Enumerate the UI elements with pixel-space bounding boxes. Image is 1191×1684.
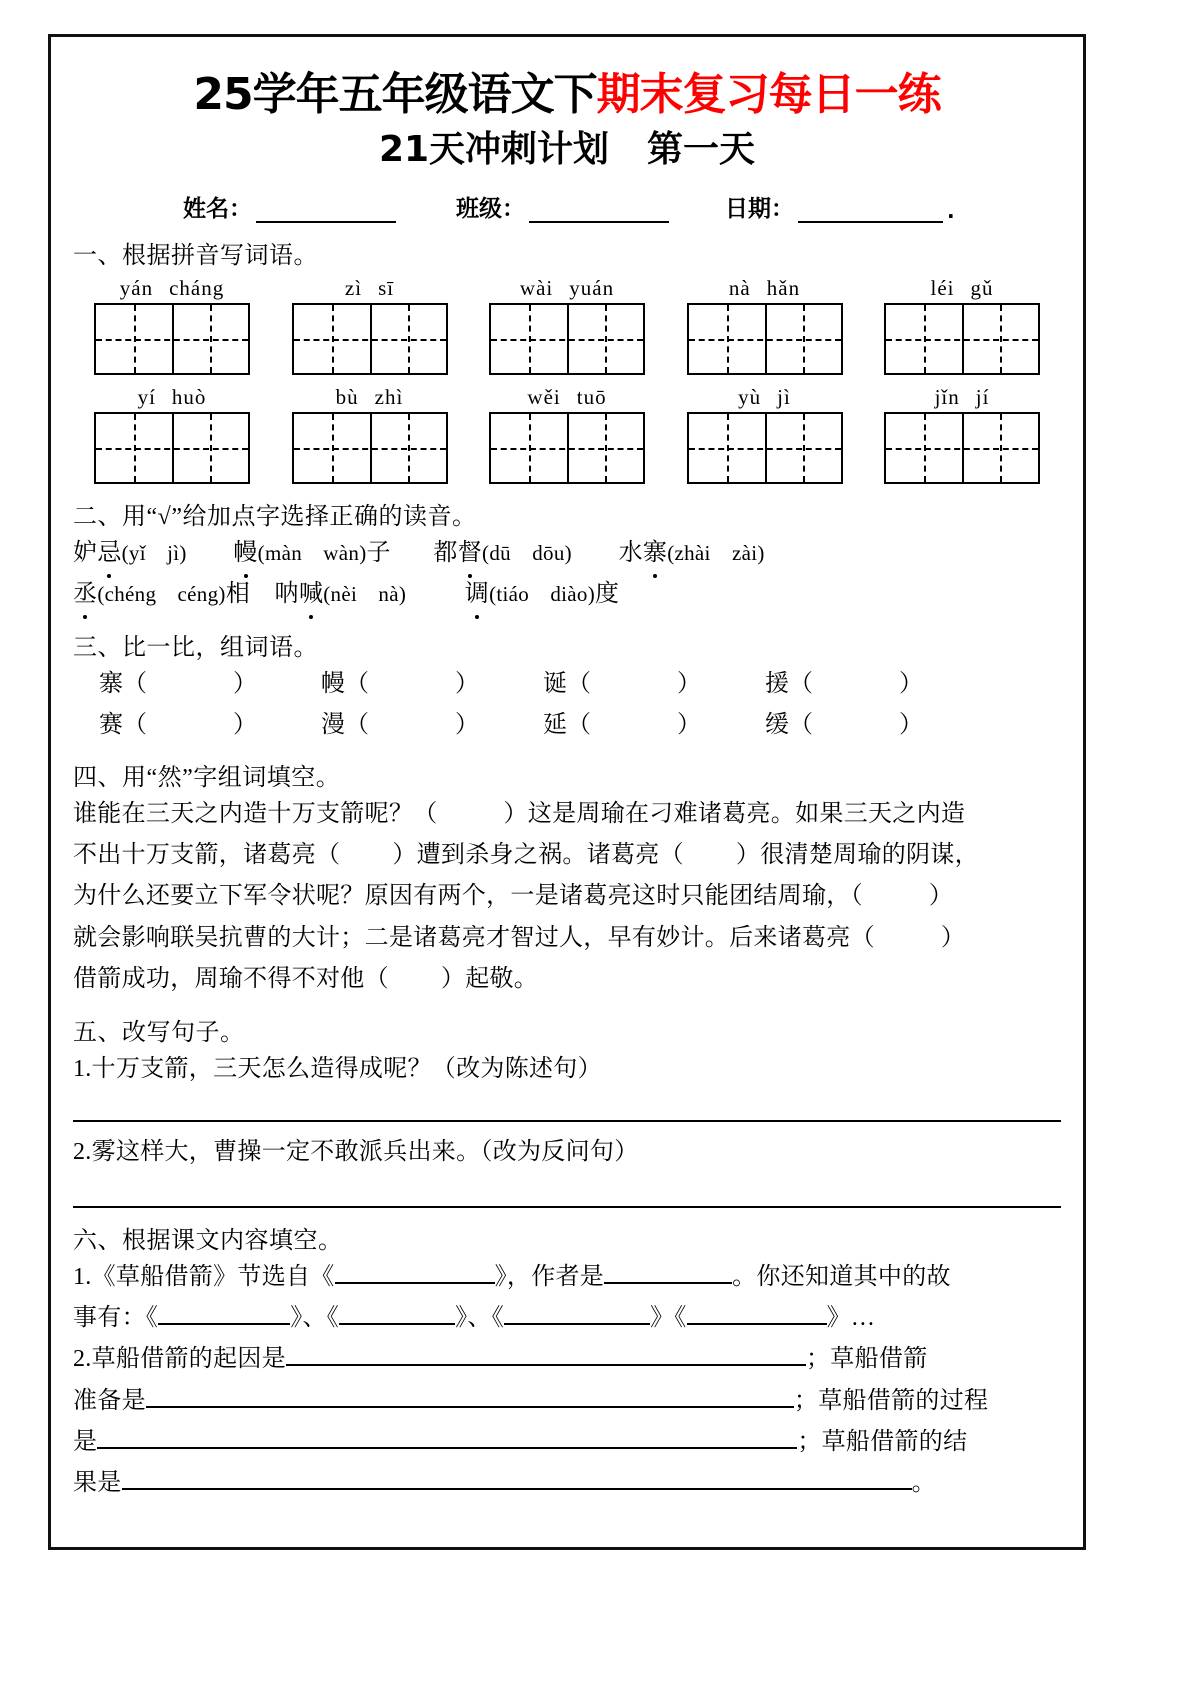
pinyin-cell — [277, 385, 463, 484]
section-6-q1-line-1: 1.《草船借箭》节选自《 》，作者是 。你还知道其中的故 — [73, 1257, 1061, 1298]
word-build-item[interactable]: 缓（ ） — [765, 711, 923, 738]
dotted-char: 幔 — [233, 533, 257, 574]
tianzi-grid[interactable] — [687, 412, 843, 484]
section-2-heading: 二、用“√”给加点字选择正确的读音。 — [73, 503, 477, 530]
pinyin-cell — [474, 385, 660, 484]
name-label: 姓名： — [183, 195, 252, 222]
pinyin-text: yù jì — [738, 384, 791, 409]
section-3-heading: 三、比一比，组词语。 — [73, 635, 318, 662]
pinyin-row-2 — [73, 385, 1061, 484]
date-trailing-dot: . — [947, 198, 955, 223]
pinyin-text: wài yuán — [519, 275, 615, 300]
tianzi-grid[interactable] — [687, 303, 843, 375]
pron-item[interactable]: 水寨(zhài zài) — [619, 540, 765, 566]
pinyin-text: léi gǔ — [930, 275, 994, 300]
dotted-char: 督 — [458, 533, 482, 574]
dotted-char: 丞 — [73, 574, 97, 615]
pinyin-cell — [672, 276, 858, 375]
story-blank[interactable] — [687, 1301, 827, 1325]
pinyin-cell — [79, 385, 265, 484]
pinyin-cell — [277, 276, 463, 375]
worksheet-page — [48, 34, 1086, 1550]
section-2-row-1 — [73, 533, 1061, 574]
title-red-part: 期末复习每日一练 — [596, 69, 941, 120]
pinyin-row-1 — [73, 276, 1061, 375]
subtitle-plan: 21天冲刺计划 — [378, 128, 610, 170]
date-input[interactable] — [798, 201, 943, 223]
tianzi-grid[interactable] — [884, 412, 1040, 484]
page-subtitle — [73, 127, 1061, 174]
section-4-line-5: 借箭成功，周瑜不得不对他（ ）起敬。 — [73, 965, 539, 992]
section-6-q2-line-3: 是 ；草船借箭的结 — [73, 1422, 1061, 1463]
pinyin-text: yí huò — [137, 384, 207, 409]
section-6-heading: 六、根据课文内容填空。 — [73, 1227, 343, 1254]
section-4-heading: 四、用“然”字组词填空。 — [73, 764, 341, 791]
story-blank[interactable] — [504, 1301, 650, 1325]
tianzi-grid[interactable] — [489, 412, 645, 484]
student-info-row — [73, 190, 1061, 223]
word-build-item[interactable]: 寨（ ） — [99, 671, 257, 698]
dotted-char: 调 — [465, 574, 489, 615]
pinyin-cell — [474, 276, 660, 375]
book-title-blank[interactable] — [335, 1260, 495, 1284]
date-field-group — [725, 190, 955, 223]
name-field-group — [183, 190, 400, 223]
pinyin-text: jǐn jí — [934, 384, 990, 409]
word-build-item[interactable]: 赛（ ） — [99, 711, 257, 738]
cause-blank[interactable] — [286, 1342, 806, 1366]
word-build-item[interactable]: 援（ ） — [765, 671, 923, 698]
section-6-q1-line-2: 事有：《 》、《 》、《 》《 》… — [73, 1298, 1061, 1339]
answer-line-2[interactable] — [73, 1206, 1061, 1208]
section-5-heading: 五、改写句子。 — [73, 1020, 245, 1047]
section-5-question-2: 2.雾这样大，曹操一定不敢派兵出来。（改为反问句） — [73, 1139, 639, 1166]
section-4-line-1: 谁能在三天之内造十万支箭呢？（ ）这是周瑜在刁难诸葛亮。如果三天之内造 — [73, 800, 966, 827]
pinyin-text: bù zhì — [335, 384, 404, 409]
pinyin-cell — [672, 385, 858, 484]
author-blank[interactable] — [604, 1260, 732, 1284]
word-build-item[interactable]: 幔（ ） — [321, 671, 479, 698]
pinyin-text: zì sī — [344, 275, 395, 300]
section-6-q2-line-2: 准备是 ；草船借箭的过程 — [73, 1381, 1061, 1422]
word-build-item[interactable]: 漫（ ） — [321, 711, 479, 738]
tianzi-grid[interactable] — [94, 303, 250, 375]
tianzi-grid[interactable] — [292, 303, 448, 375]
process-blank[interactable] — [97, 1425, 797, 1449]
tianzi-grid[interactable] — [884, 303, 1040, 375]
class-field-group — [456, 190, 673, 223]
tianzi-grid[interactable] — [489, 303, 645, 375]
section-6-q2-line-1: 2.草船借箭的起因是 ；草船借箭 — [73, 1339, 1061, 1380]
result-blank[interactable] — [122, 1466, 912, 1490]
dotted-char: 忌 — [97, 533, 121, 574]
dotted-char: 喊 — [299, 574, 323, 615]
name-input[interactable] — [256, 201, 396, 223]
section-6-q2-line-4: 果是 。 — [73, 1463, 1061, 1504]
title-black-part: 25学年五年级语文下 — [193, 69, 597, 120]
section-2-row-2 — [73, 574, 1061, 615]
pinyin-text: yán cháng — [119, 275, 225, 300]
section-3-row-1 — [73, 664, 1061, 704]
section-4-line-2: 不出十万支箭，诸葛亮（ ）遭到杀身之祸。诸葛亮（ ）很清楚周瑜的阴谋， — [73, 842, 979, 869]
pinyin-exercise — [73, 276, 1061, 484]
tianzi-grid[interactable] — [292, 412, 448, 484]
dotted-char: 寨 — [643, 533, 667, 574]
section-1-heading: 一、根据拼音写词语。 — [73, 242, 318, 269]
pinyin-cell — [869, 276, 1055, 375]
pron-item[interactable]: 幔(màn wàn)子 — [233, 540, 390, 566]
class-label: 班级： — [456, 195, 525, 222]
pinyin-cell — [79, 276, 265, 375]
pinyin-text: wěi tuō — [527, 384, 607, 409]
pron-item[interactable]: 调(tiáo diào)度 — [465, 581, 620, 607]
pinyin-text: nà hǎn — [728, 275, 801, 300]
page-title — [73, 69, 1061, 121]
word-build-item[interactable]: 延（ ） — [543, 711, 701, 738]
subtitle-day: 第一天 — [647, 128, 756, 170]
word-build-item[interactable]: 诞（ ） — [543, 671, 701, 698]
story-blank[interactable] — [158, 1301, 290, 1325]
pinyin-cell — [869, 385, 1055, 484]
story-blank[interactable] — [339, 1301, 455, 1325]
date-label: 日期： — [725, 195, 794, 222]
answer-line-1[interactable] — [73, 1120, 1061, 1122]
section-5-question-1: 1.十万支箭，三天怎么造得成呢？（改为陈述句） — [73, 1056, 602, 1083]
section-4-line-4: 就会影响联吴抗曹的大计；二是诸葛亮才智过人，早有妙计。后来诸葛亮（ ） — [73, 924, 966, 951]
tianzi-grid[interactable] — [94, 412, 250, 484]
pron-item[interactable]: 丞(chéng céng)相 — [73, 581, 250, 607]
section-3-row-2 — [73, 705, 1061, 745]
pron-item[interactable]: 妒忌(yǐ jì) — [73, 540, 187, 566]
class-input[interactable] — [529, 201, 669, 223]
preparation-blank[interactable] — [146, 1384, 794, 1408]
pron-item[interactable]: 都督(dū dōu) — [433, 540, 572, 566]
pron-item[interactable]: 呐喊(nèi nà) — [275, 581, 407, 607]
section-4-line-3: 为什么还要立下军令状呢？原因有两个，一是诸葛亮这时只能团结周瑜，（ ） — [73, 883, 954, 910]
